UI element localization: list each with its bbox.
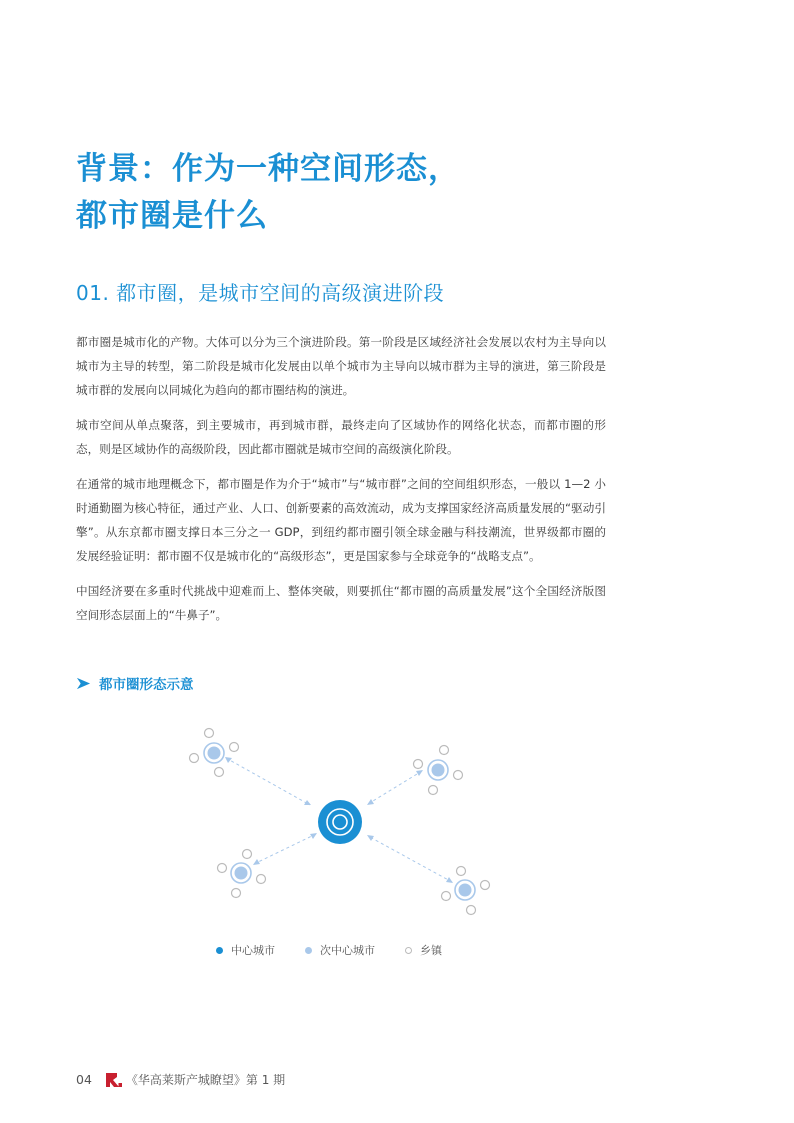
town-node bbox=[454, 771, 463, 780]
section-heading: 01. 都市圈，是城市空间的高级演进阶段 bbox=[76, 281, 445, 305]
arrowhead bbox=[253, 859, 260, 865]
paragraph: 中国经济要在多重时代挑战中迎难而上、整体突破，则要抓住“都市圈的高质量发展”这个全国经济版图空间形态层面上的“牛鼻子”。 bbox=[76, 584, 606, 622]
town-node bbox=[205, 729, 214, 738]
connection-line bbox=[254, 834, 316, 864]
body-text bbox=[76, 330, 606, 638]
page-title bbox=[76, 146, 460, 240]
connection-line bbox=[368, 836, 452, 882]
page-footer bbox=[76, 1071, 285, 1088]
figure-title: 都市圈形态示意 bbox=[99, 677, 194, 693]
arrowhead bbox=[310, 833, 317, 839]
publisher-logo-icon bbox=[106, 1073, 122, 1087]
arrowhead bbox=[416, 770, 423, 776]
legend-label: 次中心城市 bbox=[320, 944, 375, 957]
town-node bbox=[232, 889, 241, 898]
town-node bbox=[429, 786, 438, 795]
connection-line bbox=[226, 758, 310, 805]
town-node bbox=[467, 906, 476, 915]
paragraph: 在通常的城市地理概念下，都市圈是作为介于“城市”与“城市群”之间的空间组织形态，一般以 1—2 小时通勤圈为核心特征，通过产业、人口、创新要素的高效流动，成为支撑国家经济高质量发展的“驱动引擎”。从东京都市圈支撑日本三分之一 GDP，到纽约都市圈引领全球金融与科技潮流，世界级都市圈的发展经验证明：都市圈不仅是城市化的“高级形态”，更是国家参与全球竞争的“战略支点”。 bbox=[76, 477, 606, 563]
publication-name: 《华高莱斯产城瞭望》第 1 期 bbox=[125, 1073, 286, 1087]
paragraph: 城市空间从单点聚落，到主要城市，再到城市群，最终走向了区域协作的网络化状态，而都市圈的形态，则是区域协作的高级阶段，因此都市圈就是城市空间的高级演化阶段。 bbox=[76, 418, 606, 456]
town-node bbox=[414, 760, 423, 769]
arrowhead bbox=[446, 877, 453, 883]
town-node bbox=[190, 754, 199, 763]
page-title-line-2: 都市圈是什么 bbox=[76, 198, 268, 234]
sub-center-dot-icon bbox=[305, 947, 312, 954]
arrowhead bbox=[367, 835, 374, 841]
center-city-dot-icon bbox=[216, 947, 223, 954]
town-node bbox=[440, 746, 449, 755]
town-node bbox=[230, 743, 239, 752]
town-node bbox=[442, 892, 451, 901]
arrow-icon bbox=[76, 676, 91, 691]
arrowhead bbox=[225, 757, 232, 763]
town-node bbox=[243, 850, 252, 859]
sub-center-node bbox=[455, 880, 475, 900]
town-node bbox=[218, 864, 227, 873]
town-node bbox=[457, 867, 466, 876]
legend-item-sub-center-city bbox=[305, 942, 375, 958]
town-node bbox=[215, 768, 224, 777]
legend-item-center-city bbox=[216, 942, 275, 958]
diagram-legend bbox=[216, 942, 472, 958]
page-number: 04 bbox=[76, 1072, 92, 1087]
paragraph: 都市圈是城市化的产物。大体可以分为三个演进阶段。第一阶段是区域经济社会发展以农村为主导向以城市为主导的转型，第二阶段是城市化发展由以单个城市为主导向以城市群为主导的演进，第三阶段是城市群的发展向以同城化为趋向的都市圈结构的演进。 bbox=[76, 335, 606, 397]
town-node bbox=[481, 881, 490, 890]
legend-label: 中心城市 bbox=[231, 944, 275, 957]
page-title-line-1: 背景：作为一种空间形态， bbox=[76, 151, 460, 187]
sub-center-node bbox=[204, 743, 224, 763]
legend-label: 乡镇 bbox=[420, 944, 442, 957]
town-node bbox=[257, 875, 266, 884]
center-city-node bbox=[318, 800, 362, 844]
figure-heading bbox=[76, 673, 194, 693]
legend-item-town bbox=[405, 942, 442, 958]
arrowhead bbox=[367, 799, 374, 805]
connection-line bbox=[368, 771, 422, 804]
sub-center-node bbox=[428, 760, 448, 780]
sub-center-node bbox=[231, 863, 251, 883]
metropolitan-form-diagram bbox=[180, 720, 520, 920]
town-dot-icon bbox=[405, 947, 412, 954]
